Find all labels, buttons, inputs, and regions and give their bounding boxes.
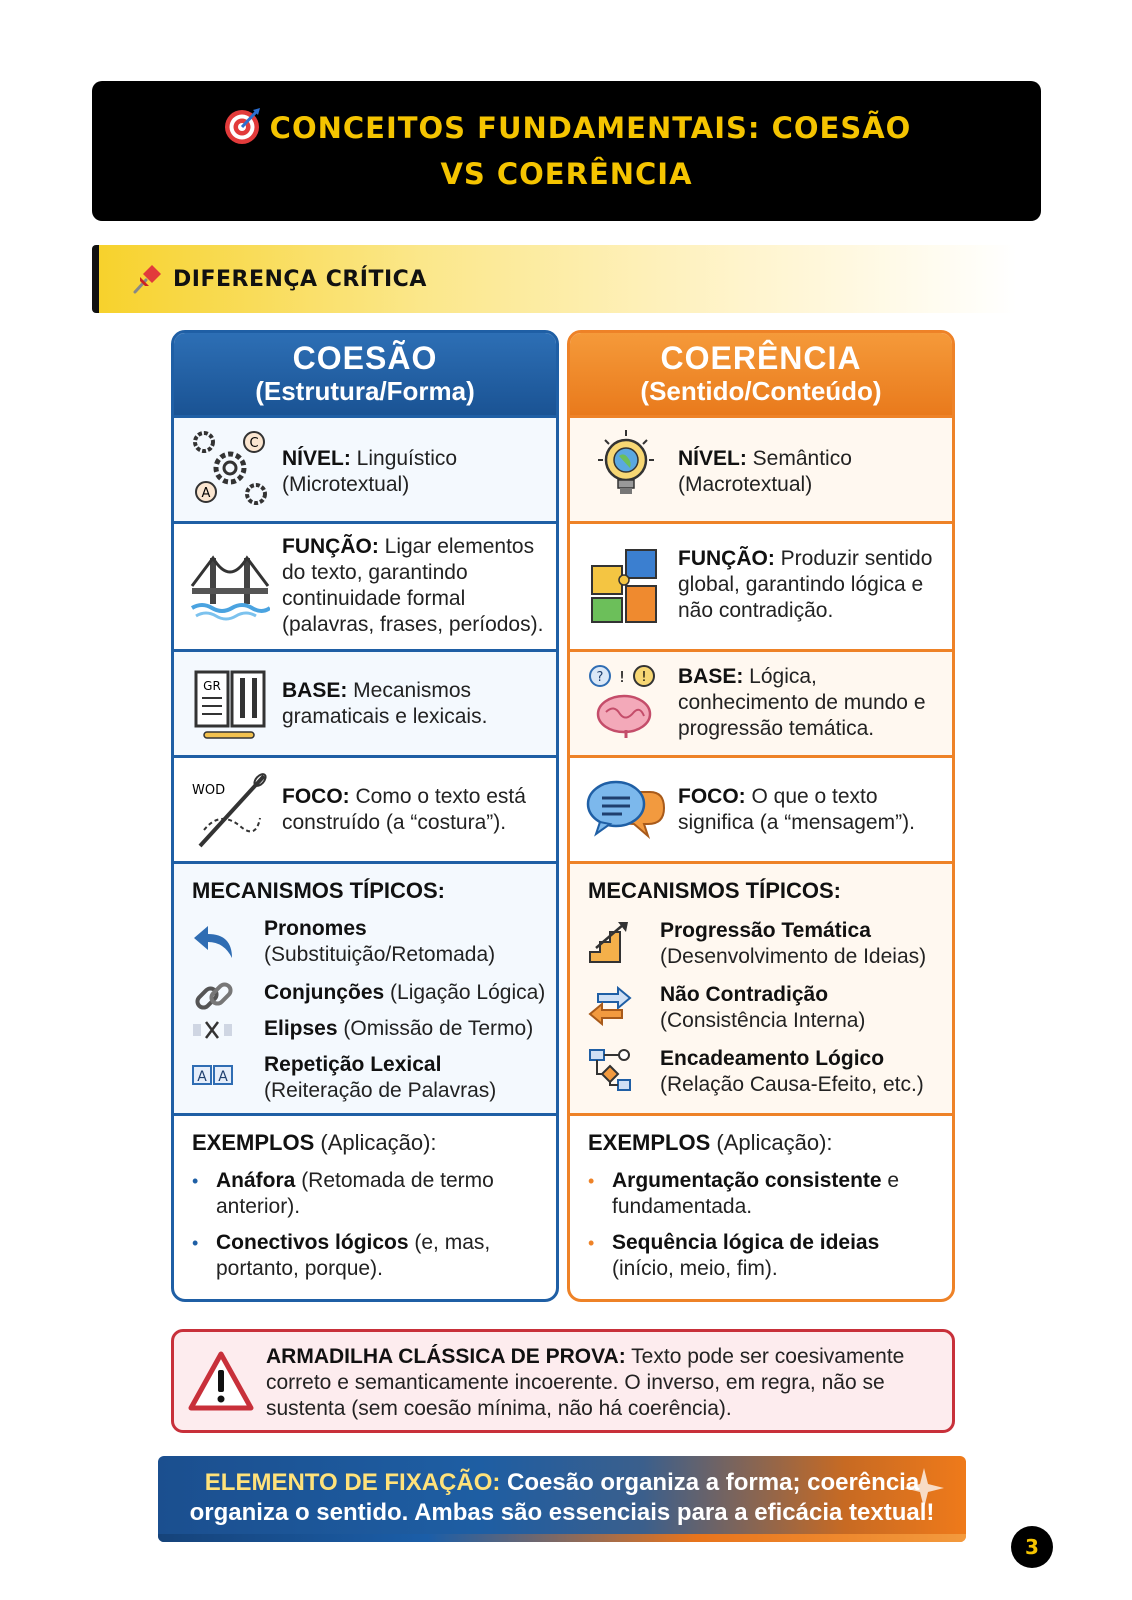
grammar-book-icon <box>190 664 270 744</box>
gears-icon <box>190 428 270 508</box>
target-icon <box>222 106 262 146</box>
needle-thread-icon <box>190 770 270 850</box>
fixation-text: ELEMENTO DE FIXAÇÃO: Coesão organiza a forma; coerência organiza o sentido. Ambas são essenciais para a eficácia textual! <box>189 1469 935 1526</box>
coesao-mecanismos-title: MECANISMOS TÍPICOS: <box>192 878 446 903</box>
puzzle-icon <box>586 546 666 626</box>
svg-text:!: ! <box>641 670 647 685</box>
svg-text:A: A <box>197 1069 207 1085</box>
pushpin-icon <box>129 261 165 297</box>
coesao-subtitle: (Estrutura/Forma) <box>255 376 475 406</box>
svg-text:?: ? <box>596 670 604 685</box>
coerencia-nivel-row <box>570 415 952 521</box>
svg-text:GR: GR <box>203 679 221 693</box>
coerencia-funcao-text: FUNÇÃO: Produzir sentido global, garantindo lógica e não contradição. <box>678 547 933 622</box>
flowchart-icon <box>588 1048 632 1092</box>
coesao-exemplos-title: EXEMPLOS (Aplicação): <box>192 1130 437 1155</box>
lightbulb-globe-icon <box>586 428 666 508</box>
coesao-title: COESÃO <box>292 340 438 376</box>
section-label: DIFERENÇA CRÍTICA <box>173 266 427 292</box>
list-item: Pronomes (Substituição/Retomada) <box>192 916 548 968</box>
coerencia-mecanismos-title: MECANISMOS TÍPICOS: <box>588 878 842 903</box>
letters-aa-icon <box>192 1054 236 1098</box>
coesao-funcao-row <box>174 521 556 649</box>
banner-strip <box>158 1534 966 1542</box>
ellipsis-omission-icon <box>192 1008 236 1052</box>
coerencia-title: COERÊNCIA <box>660 340 862 376</box>
list-item: Não Contradição (Consistência Interna) <box>588 982 944 1034</box>
svg-text:A: A <box>201 486 211 501</box>
exam-trap-warning <box>171 1329 955 1433</box>
coesao-funcao-text: FUNÇÃO: Ligar elementos do texto, garantindo continuidade formal (palavras, frases, períodos). <box>282 535 544 636</box>
fixation-banner <box>158 1456 966 1542</box>
coerencia-funcao-row <box>570 521 952 649</box>
page-title-bar <box>92 81 1041 221</box>
coesao-nivel-text: NÍVEL: Linguístico (Microtextual) <box>282 447 458 496</box>
coerencia-base-row <box>570 649 952 755</box>
speech-bubbles-icon <box>586 770 666 850</box>
coerencia-column <box>567 330 955 1302</box>
sparkle-icon <box>904 1468 944 1508</box>
coesao-foco-text: FOCO: Como o texto está construído (a “costura”). <box>282 785 526 834</box>
list-item: Encadeamento Lógico (Relação Causa-Efeito, etc.) <box>588 1046 944 1098</box>
stairs-arrow-icon <box>588 920 632 964</box>
list-item: A A Repetição Lexical (Reiteração de Palavras) <box>192 1052 548 1104</box>
warning-triangle-icon <box>188 1350 254 1412</box>
page-title: CONCEITOS FUNDAMENTAIS: COESÃO VS COERÊNCIA <box>269 111 912 191</box>
opposite-arrows-icon <box>588 984 632 1028</box>
warning-text: ARMADILHA CLÁSSICA DE PROVA: Texto pode ser coesivamente correto e semanticamente incoerente. O inverso, em regra, não se sustenta (sem coesão mínima, não há coerência). <box>266 1345 905 1420</box>
coesao-mecanismos-row <box>174 861 556 1113</box>
coesao-nivel-row <box>174 415 556 521</box>
bridge-icon <box>190 546 270 626</box>
coesao-base-text: BASE: Mecanismos gramaticais e lexicais. <box>282 679 488 728</box>
back-arrow-icon <box>192 920 236 964</box>
coerencia-header <box>570 333 952 415</box>
coerencia-mecanismos-row <box>570 861 952 1113</box>
list-item: Elipses (Omissão de Termo) <box>192 1016 548 1046</box>
coerencia-subtitle: (Sentido/Conteúdo) <box>640 376 882 406</box>
coesao-header <box>174 333 556 415</box>
svg-text:!: ! <box>618 668 626 686</box>
coesao-exemplos-row: EXEMPLOS (Aplicação): • Anáfora (Retomada de termo anterior). • Conectivos lógicos (e, mas, portanto, porque). <box>174 1113 556 1302</box>
brain-icon <box>586 662 666 742</box>
svg-text:A: A <box>218 1069 228 1085</box>
section-header <box>92 245 1017 313</box>
coesao-base-row <box>174 649 556 755</box>
coerencia-foco-row <box>570 755 952 861</box>
coesao-column <box>171 330 559 1302</box>
page-number: 3 <box>1011 1526 1053 1568</box>
coerencia-nivel-text: NÍVEL: Semântico (Macrotextual) <box>678 447 852 496</box>
svg-text:WOD: WOD <box>192 783 226 798</box>
coerencia-exemplos-title: EXEMPLOS (Aplicação): <box>588 1130 833 1155</box>
list-item: Conjunções (Ligação Lógica) <box>192 980 548 1010</box>
coerencia-foco-text: FOCO: O que o texto significa (a “mensagem”). <box>678 785 915 834</box>
coerencia-base-text: BASE: Lógica, conhecimento de mundo e progressão temática. <box>678 665 926 740</box>
list-item: Progressão Temática (Desenvolvimento de Ideias) <box>588 918 944 970</box>
coerencia-exemplos-row: EXEMPLOS (Aplicação): • Argumentação consistente e fundamentada. • Sequência lógica de ideias (início, meio, fim). <box>570 1113 952 1302</box>
coesao-foco-row <box>174 755 556 861</box>
svg-text:C: C <box>249 436 259 451</box>
